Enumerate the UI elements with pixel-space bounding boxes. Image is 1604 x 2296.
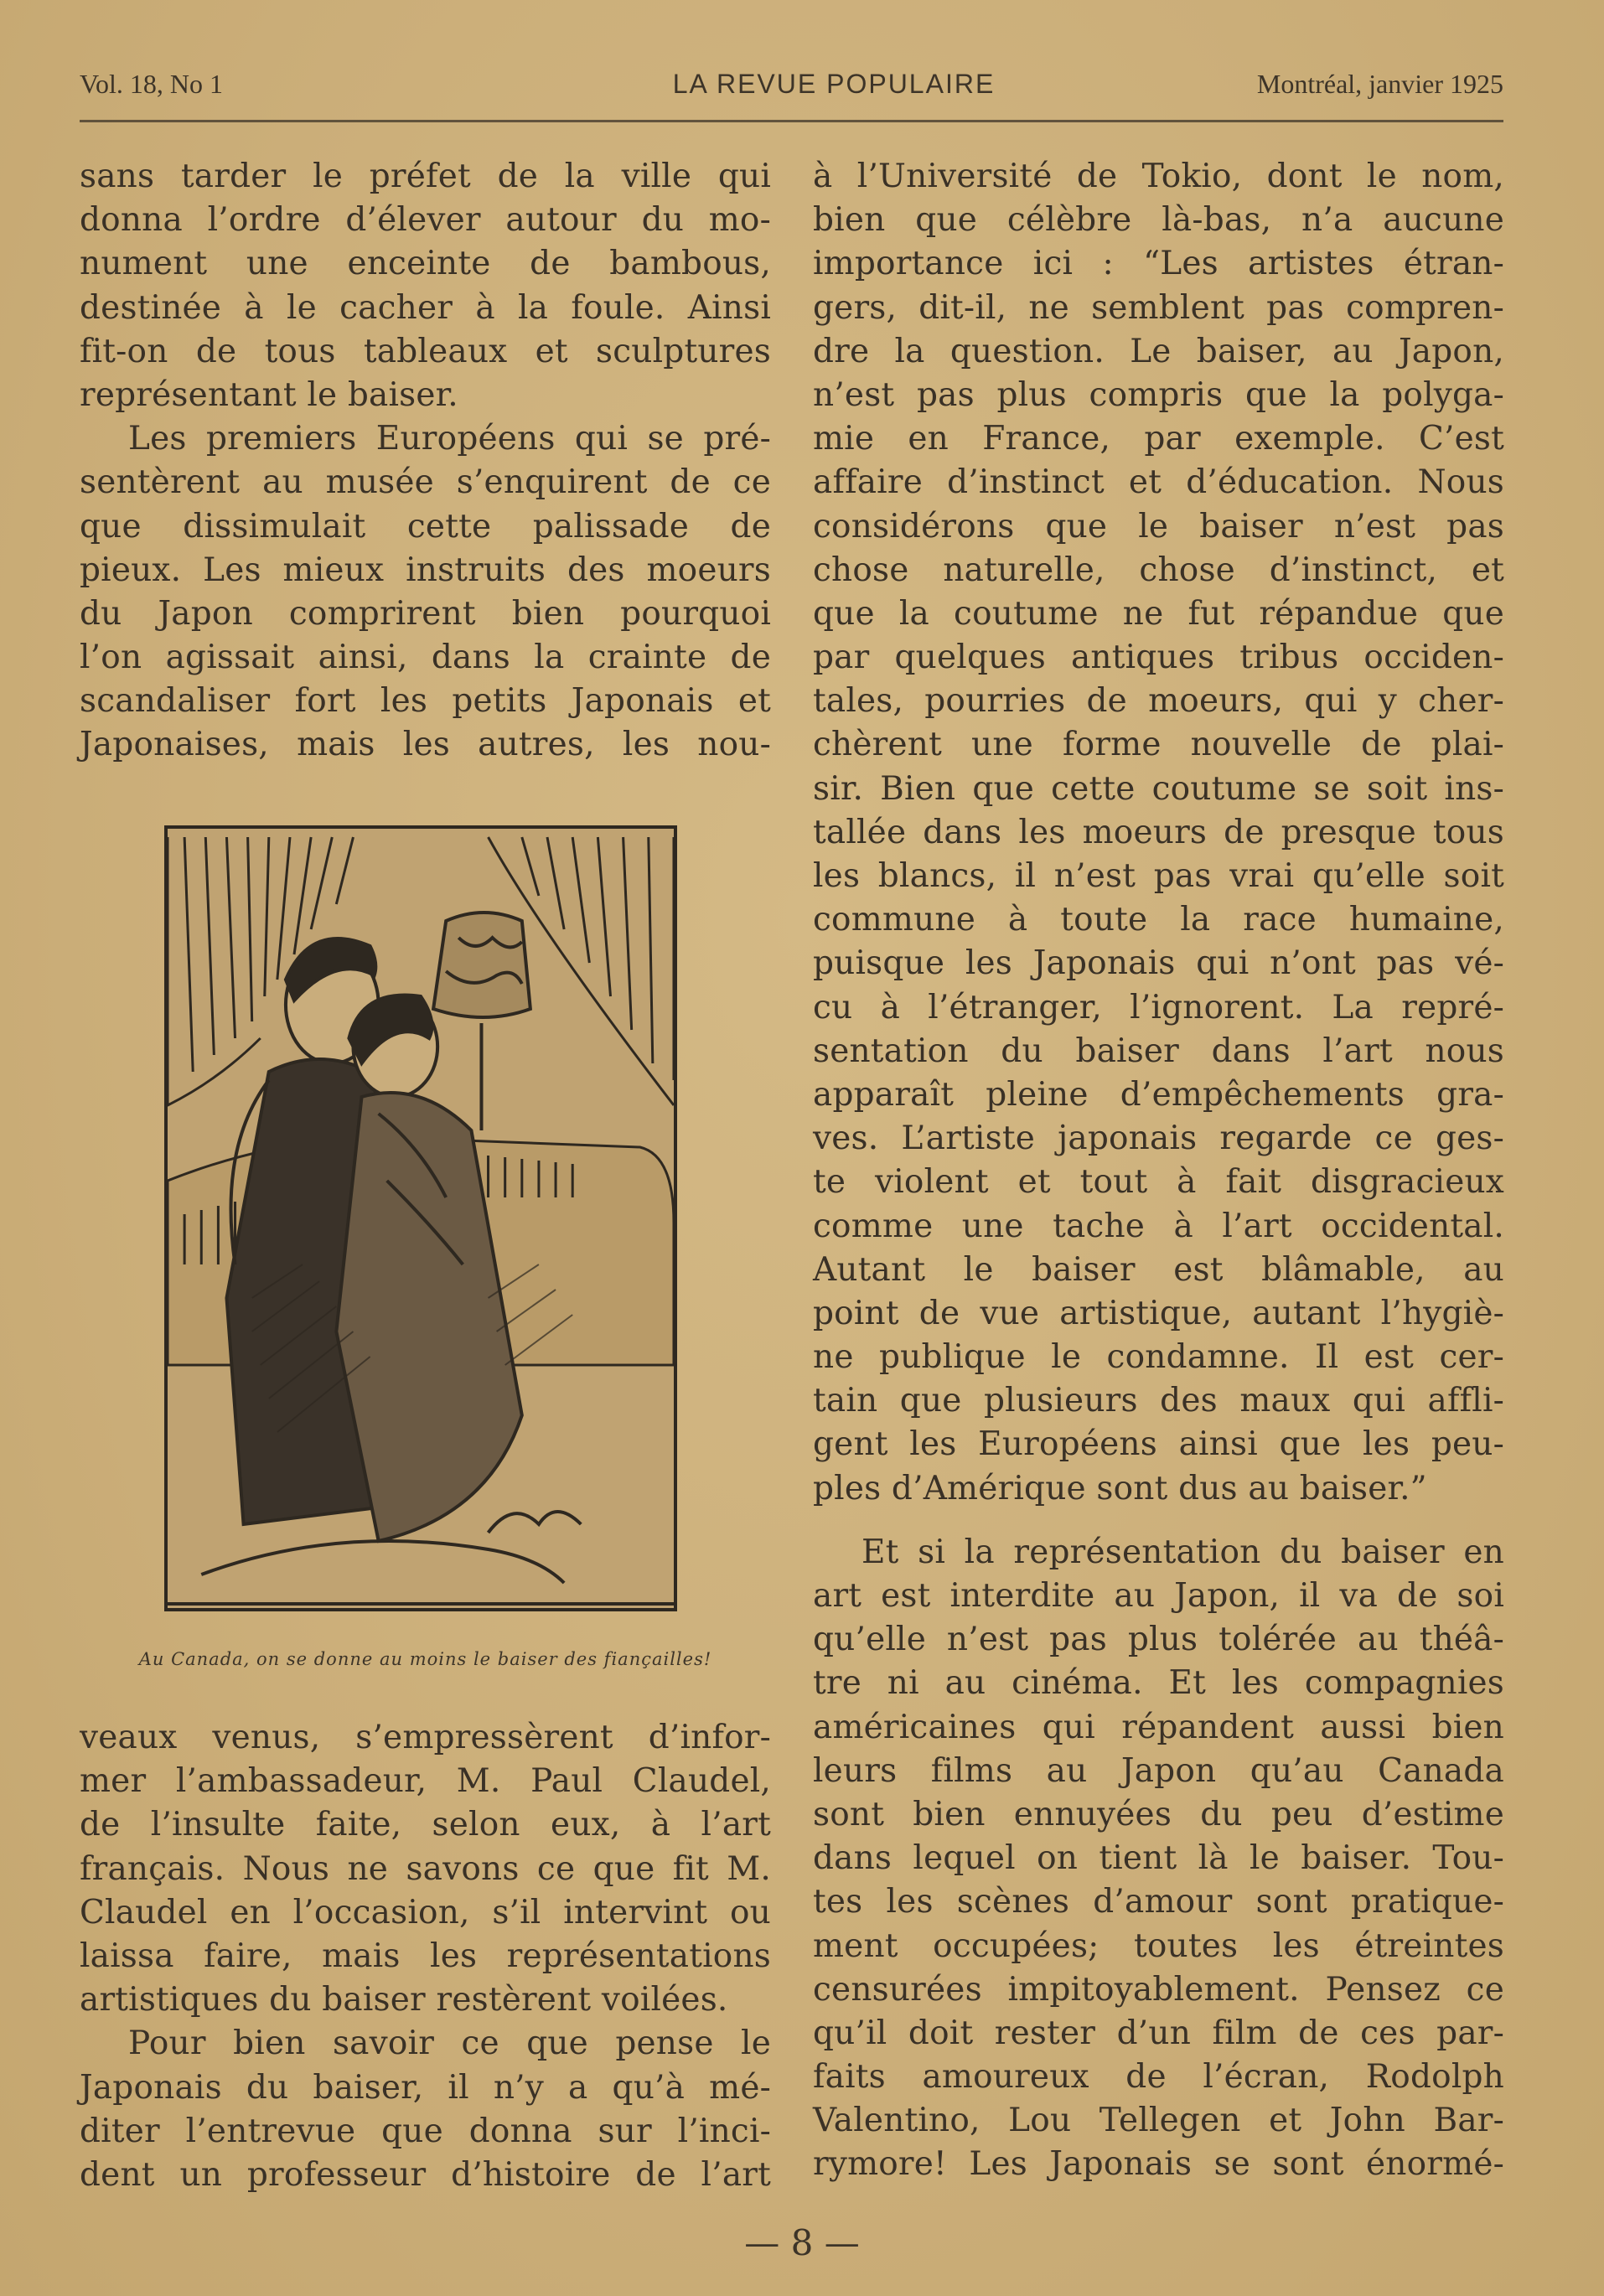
text-line: te violent et tout à fait disgracieux <box>813 1163 1504 1202</box>
text-line: nument une enceinte de bambous, <box>80 245 771 283</box>
text-line: sans tarder le préfet de la ville qui <box>80 158 771 195</box>
illustration-caption: Au Canada, on se donne au moins le baiser des fiançailles! <box>138 1649 712 1669</box>
page-header <box>80 69 1503 111</box>
text-line: tes les scènes d’amour sont pratique- <box>813 1883 1504 1921</box>
text-line: donna l’ordre d’élever autour du mo- <box>80 201 771 240</box>
page-number: — 8 — <box>744 2222 860 2263</box>
text-line: tallée dans les moeurs de presque tous <box>813 813 1504 851</box>
text-line: gent les Européens ainsi que les peu- <box>813 1425 1504 1464</box>
text-line: américaines qui répandent aussi bien <box>813 1708 1504 1746</box>
text-line: représentant le baiser. <box>80 375 458 414</box>
text-line: ves. L’artiste japonais regarde ce ges- <box>813 1120 1504 1158</box>
text-line: destinée à le cacher à la foule. Ainsi <box>80 288 771 327</box>
text-line: qu’elle n’est pas plus tolérée au théâ- <box>813 1621 1504 1659</box>
text-line: veaux venus, s’empressèrent d’infor- <box>80 1719 771 1756</box>
text-line: rymore! Les Japonais se sont énormé- <box>813 2145 1504 2184</box>
text-line: sentèrent au musée s’enquirent de ce <box>80 463 771 502</box>
text-line: commune à toute la race humaine, <box>813 901 1504 939</box>
header-rule <box>80 120 1503 122</box>
text-line: chèrent une forme nouvelle de plai- <box>813 726 1504 764</box>
text-line: Pour bien savoir ce que pense le <box>128 2025 771 2063</box>
text-line: Autant le baiser est blâmable, au <box>813 1250 1504 1289</box>
text-line: sentation du baiser dans l’art nous <box>813 1032 1504 1070</box>
text-line: Claudel en l’occasion, s’il intervint ou <box>80 1893 771 1931</box>
text-line: leurs films au Japon qu’au Canada <box>813 1751 1504 1790</box>
text-line: ples d’Amérique sont dus au baiser.” <box>813 1469 1427 1507</box>
text-line: ne publique le condamne. Il est cer- <box>813 1338 1504 1377</box>
text-line: tain que plusieurs des maux qui affli- <box>813 1382 1504 1420</box>
text-line: à l’Université de Tokio, dont le nom, <box>813 158 1504 195</box>
text-line: diter l’entrevue que donna sur l’inci- <box>80 2112 771 2150</box>
text-line: faits amoureux de l’écran, Rodolph <box>813 2058 1504 2097</box>
text-line: art est interdite au Japon, il va de soi <box>813 1577 1504 1615</box>
text-line: que la coutume ne fut répandue que <box>813 594 1504 633</box>
text-line: point de vue artistique, autant l’hygiè- <box>813 1294 1504 1332</box>
text-line: français. Nous ne savons ce que fit M. <box>80 1849 771 1888</box>
text-line: artistiques du baiser restèrent voilées. <box>80 1981 728 2019</box>
text-line: du Japon comprirent bien pourquoi <box>80 594 771 633</box>
text-line: affaire d’instinct et d’éducation. Nous <box>813 463 1504 502</box>
left-column-top <box>80 155 771 768</box>
text-line: fit-on de tous tableaux et sculptures <box>80 332 771 370</box>
text-line: considérons que le baiser n’est pas <box>813 507 1504 546</box>
text-line: Japonaises, mais les autres, les nou- <box>80 726 771 764</box>
text-line: apparaît pleine d’empêchements gra- <box>813 1075 1504 1114</box>
text-line: dre la question. Le baiser, au Japon, <box>813 332 1504 370</box>
text-line: scandaliser fort les petits Japonais et <box>80 682 771 721</box>
text-line: gers, dit-il, ne semblent pas compren- <box>813 288 1504 327</box>
text-line: sir. Bien que cette coutume se soit ins- <box>813 769 1504 808</box>
text-line: de l’insulte faite, selon eux, à l’art <box>80 1806 771 1844</box>
text-line: pieux. Les mieux instruits des moeurs <box>80 551 771 589</box>
text-line: laissa faire, mais les représentations <box>80 1937 771 1975</box>
text-line: mie en France, par exemple. C’est <box>813 420 1504 458</box>
text-line: mer l’ambassadeur, M. Paul Claudel, <box>80 1762 771 1801</box>
text-line: l’on agissait ainsi, dans la crainte de <box>80 639 771 677</box>
text-line: bien que célèbre là-bas, n’a aucune <box>813 201 1504 240</box>
text-line: Valentino, Lou Tellegen et John Bar- <box>813 2102 1504 2140</box>
illustration-drawing <box>168 829 674 1608</box>
magazine-title: LA REVUE POPULAIRE <box>672 69 996 99</box>
text-line: puisque les Japonais qui n’ont pas vé- <box>813 944 1504 983</box>
text-line: que dissimulait cette palissade de <box>80 507 771 546</box>
text-line: ment occupées; toutes les étreintes <box>813 1926 1504 1965</box>
text-line: dans lequel on tient là le baiser. Tou- <box>813 1839 1504 1878</box>
place-date: Montréal, janvier 1925 <box>1256 69 1503 99</box>
left-column-bottom <box>80 1716 771 2197</box>
text-line: par quelques antiques tribus occiden- <box>813 639 1504 677</box>
text-line: Japonais du baiser, il n’y a qu’à mé- <box>80 2068 771 2107</box>
text-line: Et si la représentation du baiser en <box>862 1533 1504 1571</box>
text-line: chose naturelle, chose d’instinct, et <box>813 551 1504 589</box>
text-line: tre ni au cinéma. Et les compagnies <box>813 1664 1504 1703</box>
text-line: cu à l’étranger, l’ignorent. La repré- <box>813 988 1504 1026</box>
text-line: dent un professeur d’histoire de l’art <box>80 2155 771 2194</box>
volume-number: Vol. 18, No 1 <box>80 69 223 99</box>
text-line: comme une tache à l’art occidental. <box>813 1207 1504 1245</box>
text-line: importance ici : “Les artistes étran- <box>813 245 1504 283</box>
text-line: les blancs, il n’est pas vrai qu’elle soit <box>813 857 1504 895</box>
text-line: n’est pas plus compris que la polyga- <box>813 375 1504 414</box>
text-line: sont bien ennuyées du peu d’estime <box>813 1795 1504 1833</box>
text-line: tales, pourries de moeurs, qui y cher- <box>813 682 1504 721</box>
text-line: censurées impitoyablement. Pensez ce <box>813 1970 1504 2009</box>
text-line: qu’il doit rester d’un film de ces par- <box>813 2014 1504 2052</box>
illustration-couple-kiss <box>164 825 677 1611</box>
text-line: Les premiers Européens qui se pré- <box>128 420 771 458</box>
right-column <box>813 155 1504 2187</box>
